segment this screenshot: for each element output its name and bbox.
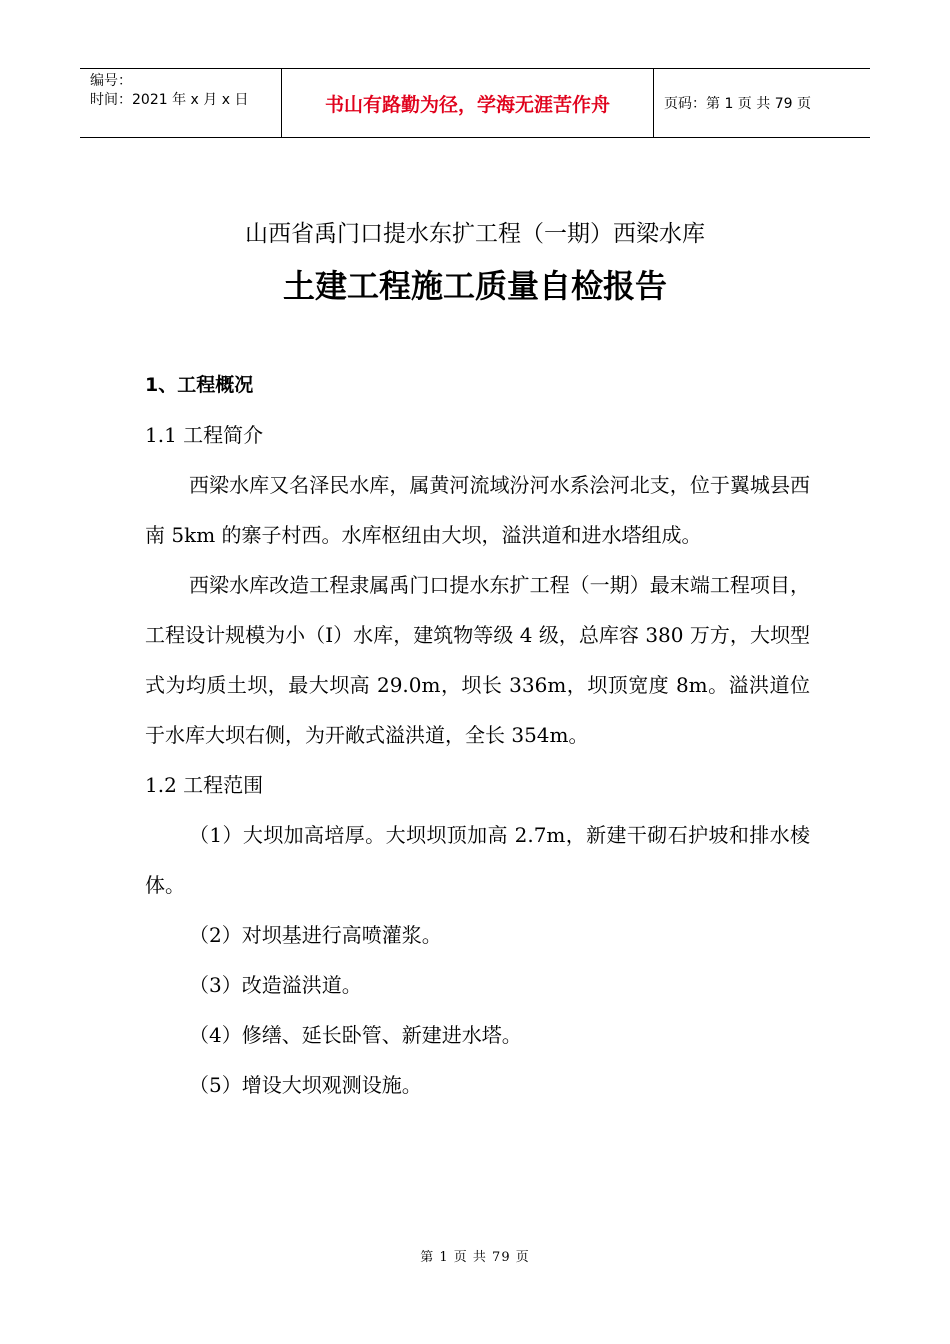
document-body [145, 360, 810, 1110]
header-page-info: 页码：第 1 页 共 79 页 [664, 96, 811, 112]
page-footer: 第 1 页 共 79 页 [420, 1250, 530, 1265]
scope-item: （3）改造溢洪道。 [189, 973, 362, 997]
section-heading-1: 1、工程概况 [145, 374, 254, 396]
paragraph-intro-2: 西梁水库改造工程隶属禹门口提水东扩工程（一期）最末端工程项目，工程设计规模为小（Ⅰ）水库，建筑物等级 4 级，总库容 380 万方，大坝型式为均质土坝，最大坝高 29.0m，坝长 336m，坝顶宽度 8m。溢洪道位于水库大坝右侧，为开敞式溢洪道，全长 354m。 [145, 573, 810, 747]
document-subtitle: 山西省禹门口提水东扩工程（一期）西梁水库 [245, 221, 705, 247]
scope-item: （1）大坝加高培厚。大坝坝顶加高 2.7m，新建干砌石护坡和排水棱体。 [145, 823, 810, 897]
paragraph-intro-1: 西梁水库又名泽民水库，属黄河流域汾河水系浍河北支，位于翼城县西南 5km 的寨子村西。水库枢纽由大坝，溢洪道和进水塔组成。 [145, 473, 810, 547]
scope-item: （5）增设大坝观测设施。 [189, 1073, 422, 1097]
document-date: 时间：2021 年 x 月 x 日 [90, 92, 249, 108]
header-meta [80, 69, 282, 137]
scope-item: （4）修缮、延长卧管、新建进水塔。 [189, 1023, 522, 1047]
scope-item: （2）对坝基进行高喷灌浆。 [189, 923, 442, 947]
section-heading-1-2: 1.2 工程范围 [145, 773, 264, 797]
document-title: 土建工程施工质量自检报告 [282, 267, 667, 305]
section-heading-1-1: 1.1 工程简介 [145, 423, 264, 447]
document-number-label: 编号： [90, 73, 132, 89]
header-motto: 书山有路勤为径，学海无涯苦作舟 [282, 69, 654, 137]
page-header [80, 68, 870, 138]
